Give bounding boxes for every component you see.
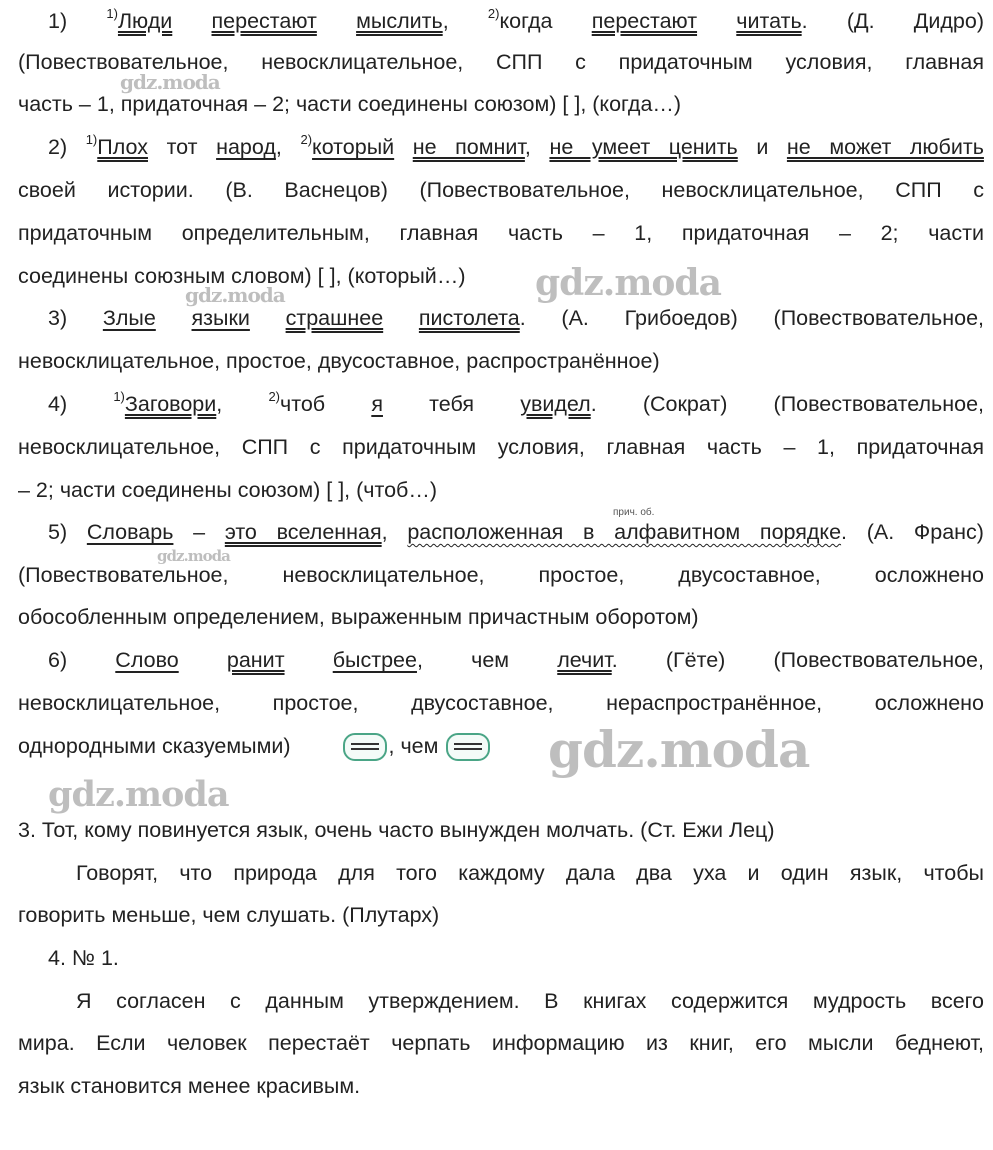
word: чем xyxy=(471,648,510,672)
example-3-line-2: невосклицательное, простое, двусоставное, распространённое) xyxy=(18,349,660,373)
example-4-line-1: 4) $^{1)}$Заговори, $^{2)}$чтоб я тебя увидел. (Сократ) (Повествовательное, xyxy=(48,389,985,416)
example-5-line-3: обособленным определением, выраженным причастным оборотом) xyxy=(18,605,699,629)
predicate: перестают xyxy=(591,9,698,33)
item-number: 2) xyxy=(48,135,68,159)
watermark: gdz.moda xyxy=(157,547,230,565)
example-4-line-2: невосклицательное, СПП с придаточным условия, главная часть – 1, придаточная xyxy=(18,435,984,459)
predicate: Плох xyxy=(97,135,148,159)
example-4-line-3: – 2; части соединены союзом) [ ], (чтоб…) xyxy=(18,478,438,502)
predicate: перестают xyxy=(211,9,317,33)
subject: языки xyxy=(191,306,250,330)
example-2-line-1: 2) $^{1)}$Плох тот народ, $^{2)}$который не помнит, не умеет ценить и не может любить xyxy=(48,132,984,159)
predicate: увидел xyxy=(520,392,591,416)
author-text: . (Гёте) (Повествовательное, xyxy=(611,648,984,672)
task-3-line-2: Говорят, что природа для того каждому дала два уха и один язык, чтобы xyxy=(76,861,984,885)
item-number: 4) xyxy=(48,392,68,416)
example-2-line-3: придаточным определительным, главная часть – 1, придаточная – 2; части xyxy=(18,221,984,245)
predicate: не помнит xyxy=(412,135,525,159)
watermark: gdz.moda xyxy=(120,70,220,94)
word: тебя xyxy=(429,392,474,416)
example-5-line-1: 5) Словарь – это вселенная, расположенная в алфавитном порядке. (А. Франс) xyxy=(48,520,984,544)
predicate-symbol-icon xyxy=(446,733,490,761)
watermark: gdz.moda xyxy=(185,283,285,307)
subject: народ xyxy=(216,135,276,159)
task-4-line-3: язык становится менее красивым. xyxy=(18,1074,361,1098)
punctuation: , xyxy=(442,9,449,33)
task-4-line-2: мира. Если человек перестаёт черпать информацию из книг, его мысли беднеют, xyxy=(18,1031,984,1055)
clause-marker: 2) xyxy=(300,132,313,147)
predicate: ранит xyxy=(226,648,285,672)
author-text: . (Д. Дидро) xyxy=(801,9,984,33)
example-6-line-1: 6) Слово ранит быстрее, чем лечит. (Гёте) (Повествовательное, xyxy=(48,648,984,672)
clause-marker: 1) xyxy=(106,6,118,21)
adverb: быстрее xyxy=(332,648,417,672)
example-1-line-1 xyxy=(18,0,984,43)
example-2-line-2: своей истории. (В. Васнецов) (Повествовательное, невосклицательное, СПП с xyxy=(18,178,984,202)
subject: Слово xyxy=(115,648,179,672)
example-2-line-4: соединены союзным словом) [ ], (который…) xyxy=(18,264,466,288)
predicate: пистолета xyxy=(418,306,520,330)
conjunction: чтоб xyxy=(280,392,326,416)
item-number: 1) xyxy=(48,9,68,33)
author-text: . (Сократ) (Повествовательное, xyxy=(590,392,985,416)
watermark: gdz.moda xyxy=(548,720,810,779)
predicate: Заговори xyxy=(124,392,217,416)
conjunction: когда xyxy=(499,9,553,33)
example-1-line-3: часть – 1, придаточная – 2; части соединены союзом) [ ], (когда…) xyxy=(18,92,682,116)
example-6-line-2: невосклицательное, простое, двусоставное, нераспространённое, осложнено xyxy=(18,691,984,715)
subject: который xyxy=(312,135,395,159)
item-number: 5) xyxy=(48,520,68,544)
author-text: . (А. Грибоедов) (Повествовательное, xyxy=(519,306,985,330)
clause-marker: 1) xyxy=(113,389,125,404)
task-4-line-1: Я согласен с данным утверждением. В книгах содержится мудрость всего xyxy=(76,989,984,1013)
word: и xyxy=(756,135,769,159)
item-number: 6) xyxy=(48,648,68,672)
participle-note: прич. об. xyxy=(613,507,655,518)
subject: я xyxy=(371,392,383,416)
word: тот xyxy=(166,135,198,159)
subject: Словарь xyxy=(86,520,174,544)
predicate: это вселенная xyxy=(224,520,382,544)
example-1-line-2: (Повествовательное, невосклицательное, СПП с придаточным условия, главная xyxy=(18,50,984,74)
predicate-symbol-icon xyxy=(343,733,387,761)
predicate: читать xyxy=(736,9,802,33)
clause-marker: 1) xyxy=(85,132,98,147)
subject: Злые xyxy=(102,306,156,330)
example-6-line-3: однородными сказуемыми) , чем xyxy=(18,725,984,768)
predicate: не может любить xyxy=(786,135,984,159)
watermark: gdz.moda xyxy=(535,262,721,304)
task-4-heading: 4. № 1. xyxy=(48,946,119,970)
author-text: . (А. Франс) xyxy=(841,520,984,544)
watermark: gdz.moda xyxy=(48,774,229,815)
subject: Люди xyxy=(117,9,173,33)
predicate: страшнее xyxy=(285,306,384,330)
example-3-line-1 xyxy=(18,297,984,340)
predicate: не умеет ценить xyxy=(549,135,738,159)
clause-marker: 2) xyxy=(268,389,281,404)
item-number: 3) xyxy=(48,306,68,330)
predicate: лечит xyxy=(557,648,612,672)
example-5-line-2: (Повествовательное, невосклицательное, простое, двусоставное, осложнено xyxy=(18,563,984,587)
clause-marker: 2) xyxy=(487,6,500,21)
task-3-line-1: 3. Тот, кому повинуется язык, очень часто вынужден молчать. (Ст. Ежи Лец) xyxy=(18,818,775,842)
task-3-line-3: говорить меньше, чем слушать. (Плутарх) xyxy=(18,903,440,927)
predicate: мыслить xyxy=(356,9,443,33)
participial-phrase: расположенная в алфавитном порядке xyxy=(407,520,842,544)
